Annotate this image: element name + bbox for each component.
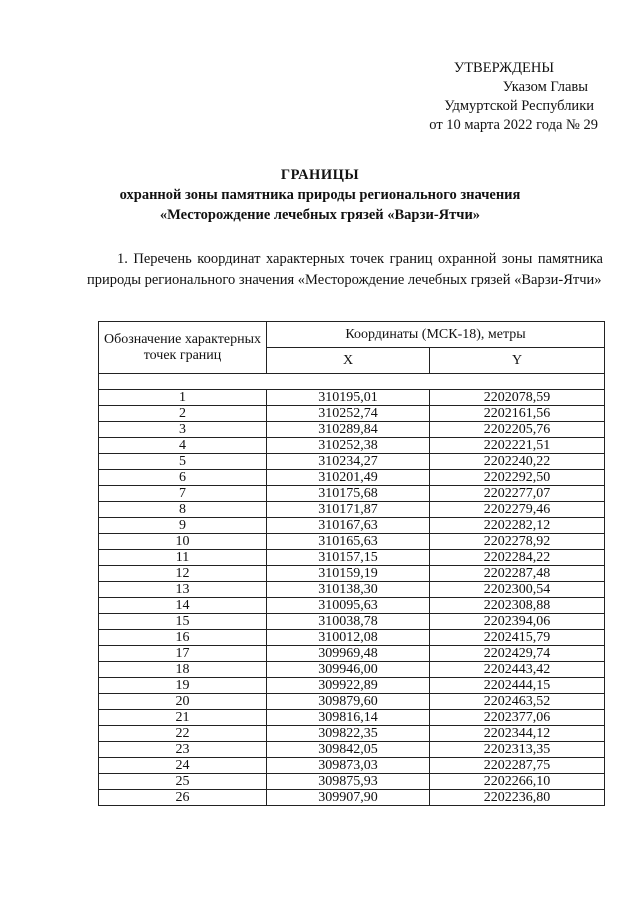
cell-y: 2202415,79 [430, 630, 605, 646]
cell-point-number: 23 [99, 742, 267, 758]
cell-x: 310195,01 [267, 390, 430, 406]
cell-point-number: 25 [99, 774, 267, 790]
cell-y: 2202278,92 [430, 534, 605, 550]
table-spacer-cell [99, 374, 605, 390]
cell-y: 2202287,48 [430, 566, 605, 582]
table-row [99, 614, 605, 630]
cell-y: 2202443,42 [430, 662, 605, 678]
document-title [0, 165, 640, 225]
cell-x: 310252,38 [267, 438, 430, 454]
cell-point-number: 1 [99, 390, 267, 406]
cell-point-number: 26 [99, 790, 267, 806]
cell-y: 2202429,74 [430, 646, 605, 662]
cell-point-number: 11 [99, 550, 267, 566]
table-row [99, 758, 605, 774]
table-spacer-row [99, 374, 605, 390]
cell-point-number: 21 [99, 710, 267, 726]
table-row [99, 630, 605, 646]
cell-x: 310012,08 [267, 630, 430, 646]
cell-y: 2202236,80 [430, 790, 605, 806]
cell-y: 2202282,12 [430, 518, 605, 534]
cell-y: 2202205,76 [430, 422, 605, 438]
cell-point-number: 13 [99, 582, 267, 598]
cell-y: 2202284,22 [430, 550, 605, 566]
table-row [99, 486, 605, 502]
cell-x: 310157,15 [267, 550, 430, 566]
cell-y: 2202308,88 [430, 598, 605, 614]
cell-point-number: 17 [99, 646, 267, 662]
header-x: X [267, 348, 430, 374]
cell-x: 310095,63 [267, 598, 430, 614]
cell-x: 309969,48 [267, 646, 430, 662]
cell-x: 309822,35 [267, 726, 430, 742]
cell-x: 310201,49 [267, 470, 430, 486]
cell-y: 2202266,10 [430, 774, 605, 790]
cell-point-number: 18 [99, 662, 267, 678]
cell-x: 310171,87 [267, 502, 430, 518]
table-row [99, 742, 605, 758]
cell-y: 2202313,35 [430, 742, 605, 758]
cell-x: 310165,63 [267, 534, 430, 550]
cell-x: 310138,30 [267, 582, 430, 598]
table-row [99, 406, 605, 422]
cell-x: 309922,89 [267, 678, 430, 694]
table-row [99, 678, 605, 694]
header-designation: Обозначение характерных точек границ [99, 322, 267, 374]
cell-x: 310252,74 [267, 406, 430, 422]
table-row [99, 534, 605, 550]
cell-point-number: 16 [99, 630, 267, 646]
cell-x: 310289,84 [267, 422, 430, 438]
table-row [99, 518, 605, 534]
header-coordinates: Координаты (МСК-18), метры [267, 322, 605, 348]
cell-x: 309946,00 [267, 662, 430, 678]
cell-point-number: 15 [99, 614, 267, 630]
cell-y: 2202277,07 [430, 486, 605, 502]
cell-y: 2202344,12 [430, 726, 605, 742]
table-row [99, 646, 605, 662]
cell-x: 310159,19 [267, 566, 430, 582]
table-row [99, 710, 605, 726]
table-row [99, 454, 605, 470]
approval-date: от 10 марта 2022 года № 29 [429, 117, 598, 133]
table-row [99, 582, 605, 598]
cell-y: 2202394,06 [430, 614, 605, 630]
table-row [99, 774, 605, 790]
cell-point-number: 8 [99, 502, 267, 518]
cell-point-number: 22 [99, 726, 267, 742]
cell-point-number: 4 [99, 438, 267, 454]
cell-point-number: 20 [99, 694, 267, 710]
table-row [99, 470, 605, 486]
cell-x: 310234,27 [267, 454, 430, 470]
cell-x: 310175,68 [267, 486, 430, 502]
title-subtitle: охранной зоны памятника природы регионального значения [119, 187, 521, 203]
cell-point-number: 10 [99, 534, 267, 550]
cell-y: 2202377,06 [430, 710, 605, 726]
table-body [99, 374, 605, 806]
table-row [99, 438, 605, 454]
approval-republic: Удмуртской Республики [444, 98, 594, 114]
cell-x: 310167,63 [267, 518, 430, 534]
coordinates-table [98, 321, 605, 806]
table-row [99, 662, 605, 678]
cell-y: 2202161,56 [430, 406, 605, 422]
cell-point-number: 3 [99, 422, 267, 438]
cell-x: 309816,14 [267, 710, 430, 726]
cell-y: 2202078,59 [430, 390, 605, 406]
table-row [99, 550, 605, 566]
table-row [99, 726, 605, 742]
cell-y: 2202463,52 [430, 694, 605, 710]
cell-y: 2202240,22 [430, 454, 605, 470]
approval-title: УТВЕРЖДЕНЫ [453, 60, 554, 76]
cell-y: 2202444,15 [430, 678, 605, 694]
table-row [99, 598, 605, 614]
cell-y: 2202221,51 [430, 438, 605, 454]
cell-point-number: 14 [99, 598, 267, 614]
cell-y: 2202300,54 [430, 582, 605, 598]
approval-decree: Указом Главы [502, 79, 588, 95]
cell-point-number: 7 [99, 486, 267, 502]
cell-x: 309842,05 [267, 742, 430, 758]
cell-x: 309875,93 [267, 774, 430, 790]
table-row [99, 390, 605, 406]
cell-y: 2202279,46 [430, 502, 605, 518]
cell-point-number: 5 [99, 454, 267, 470]
table-row [99, 790, 605, 806]
approval-block [429, 59, 598, 135]
cell-point-number: 12 [99, 566, 267, 582]
table-row [99, 422, 605, 438]
cell-point-number: 9 [99, 518, 267, 534]
title-object-name: «Месторождение лечебных грязей «Варзи-Ятчи» [159, 207, 481, 223]
cell-point-number: 19 [99, 678, 267, 694]
cell-point-number: 24 [99, 758, 267, 774]
intro-paragraph: 1. Перечень координат характерных точек границ охранной зоны памятника природы регионального значения «Месторождение лечебных грязей «Варзи-Ятчи» [87, 251, 603, 288]
cell-x: 310038,78 [267, 614, 430, 630]
table-row [99, 502, 605, 518]
table-row [99, 694, 605, 710]
title-heading: ГРАНИЦЫ [280, 167, 360, 183]
cell-x: 309879,60 [267, 694, 430, 710]
cell-x: 309907,90 [267, 790, 430, 806]
cell-y: 2202287,75 [430, 758, 605, 774]
table-row [99, 566, 605, 582]
cell-x: 309873,03 [267, 758, 430, 774]
header-y: Y [430, 348, 605, 374]
cell-point-number: 6 [99, 470, 267, 486]
cell-y: 2202292,50 [430, 470, 605, 486]
cell-point-number: 2 [99, 406, 267, 422]
